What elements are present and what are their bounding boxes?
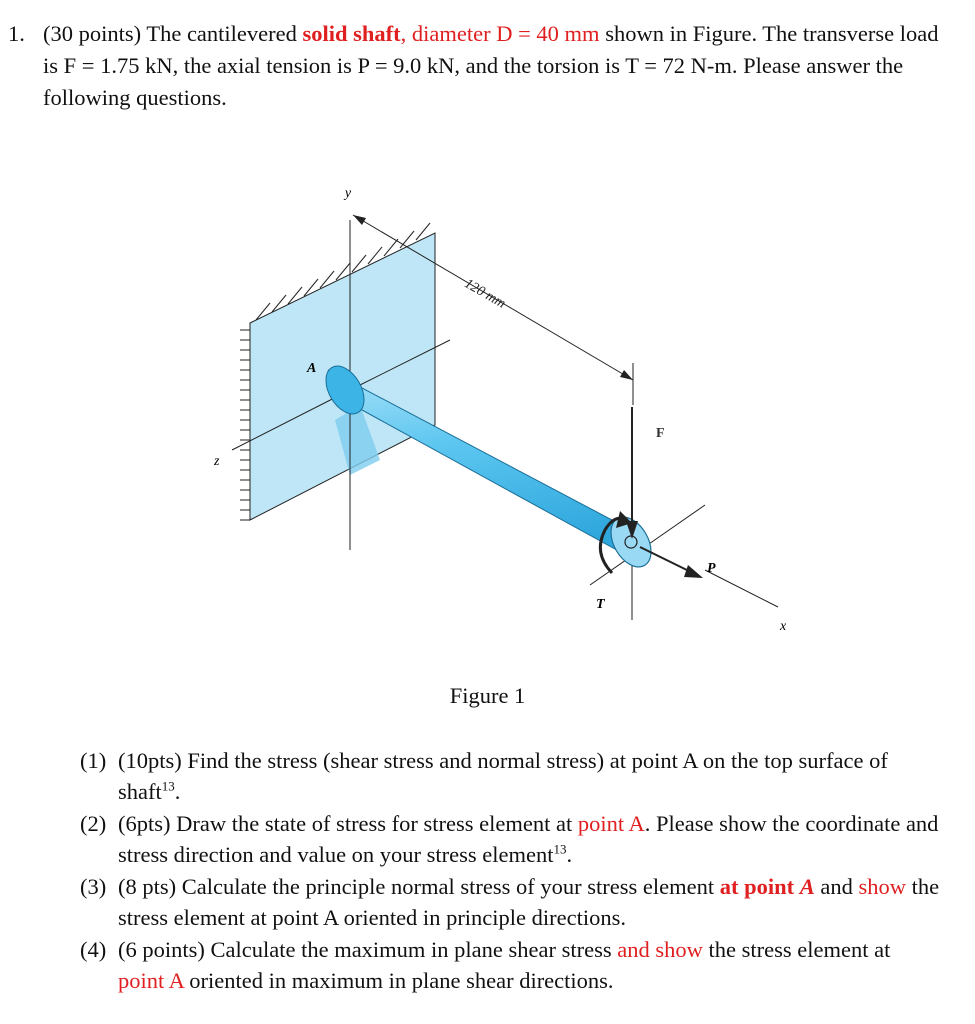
question-text-mid: . Please show the coordinate and stress direction and value on your stress element (118, 811, 939, 867)
red-bold-italic-emphasis: A (799, 874, 815, 899)
diameter-text: , diameter D = 40 mm (400, 21, 600, 46)
question-3 (80, 871, 940, 933)
question-number: (1) (80, 748, 107, 773)
red-emphasis: point A (577, 811, 645, 836)
question-text: (10pts) Find the stress (shear stress and normal stress) at point A on the top surface of shaft (118, 748, 888, 804)
shaft-diagram (200, 175, 800, 645)
red-bold-emphasis: at point (719, 874, 800, 899)
dimension-arrow-left (353, 215, 366, 225)
shaft-figure (200, 175, 800, 645)
dimension-label: 120 mm (461, 276, 508, 312)
question-number: (3) (80, 874, 107, 899)
dimension-arrow-right (620, 370, 633, 380)
question-text-end: oriented in maximum in plane shear directions. (183, 968, 614, 993)
question-1 (80, 745, 940, 807)
red-emphasis: and show (617, 937, 703, 962)
red-emphasis: show (858, 874, 907, 899)
label-x: x (780, 619, 787, 634)
problem-points: (30 points) The cantilevered (43, 21, 303, 46)
question-number: (2) (80, 811, 107, 836)
label-y: y (344, 186, 352, 201)
problem-line3: N-m. Please answer the following questions. (43, 53, 904, 110)
label-t: T (596, 597, 605, 612)
question-text-mid: the stress element at (702, 937, 891, 962)
question-text: (6pts) Draw the state of stress for stress element at (118, 811, 578, 836)
question-4 (80, 934, 940, 996)
solid-shaft-emphasis: solid shaft (302, 21, 401, 46)
figure-caption: Figure 1 (449, 683, 526, 708)
x-axis (705, 570, 778, 607)
label-z: z (214, 454, 220, 469)
problem-line2: transverse load is F = 1.75 kN, the axial tension is P = 9.0 kN, and the torsion is T = 72 (43, 21, 939, 78)
problem-line1-end: shown in Figure. The (599, 21, 798, 46)
question-number: (4) (80, 937, 107, 962)
question-2 (80, 808, 940, 870)
question-text: (6 points) Calculate the maximum in plane shear stress (118, 937, 618, 962)
question-text-mid: and (814, 874, 859, 899)
force-p-arrowhead (684, 565, 703, 578)
label-a: A (307, 361, 317, 376)
wall-hatching-left (240, 330, 250, 520)
red-emphasis-2: point A (118, 968, 184, 993)
problem-statement (8, 18, 958, 114)
question-text-end: the stress element at point A oriented in principle directions. (118, 874, 940, 930)
problem-body (43, 18, 958, 114)
shaft-body (328, 370, 644, 565)
question-list (80, 745, 940, 997)
question-text-end: . (566, 842, 573, 867)
superscript: 13 (553, 841, 567, 857)
superscript: 13 (161, 778, 175, 794)
question-text-end: . (174, 779, 181, 804)
question-text: (8 pts) Calculate the principle normal stress of your stress element (118, 874, 720, 899)
problem-number: 1. (8, 21, 25, 46)
label-p: P (707, 561, 716, 576)
label-f: F (656, 426, 665, 441)
